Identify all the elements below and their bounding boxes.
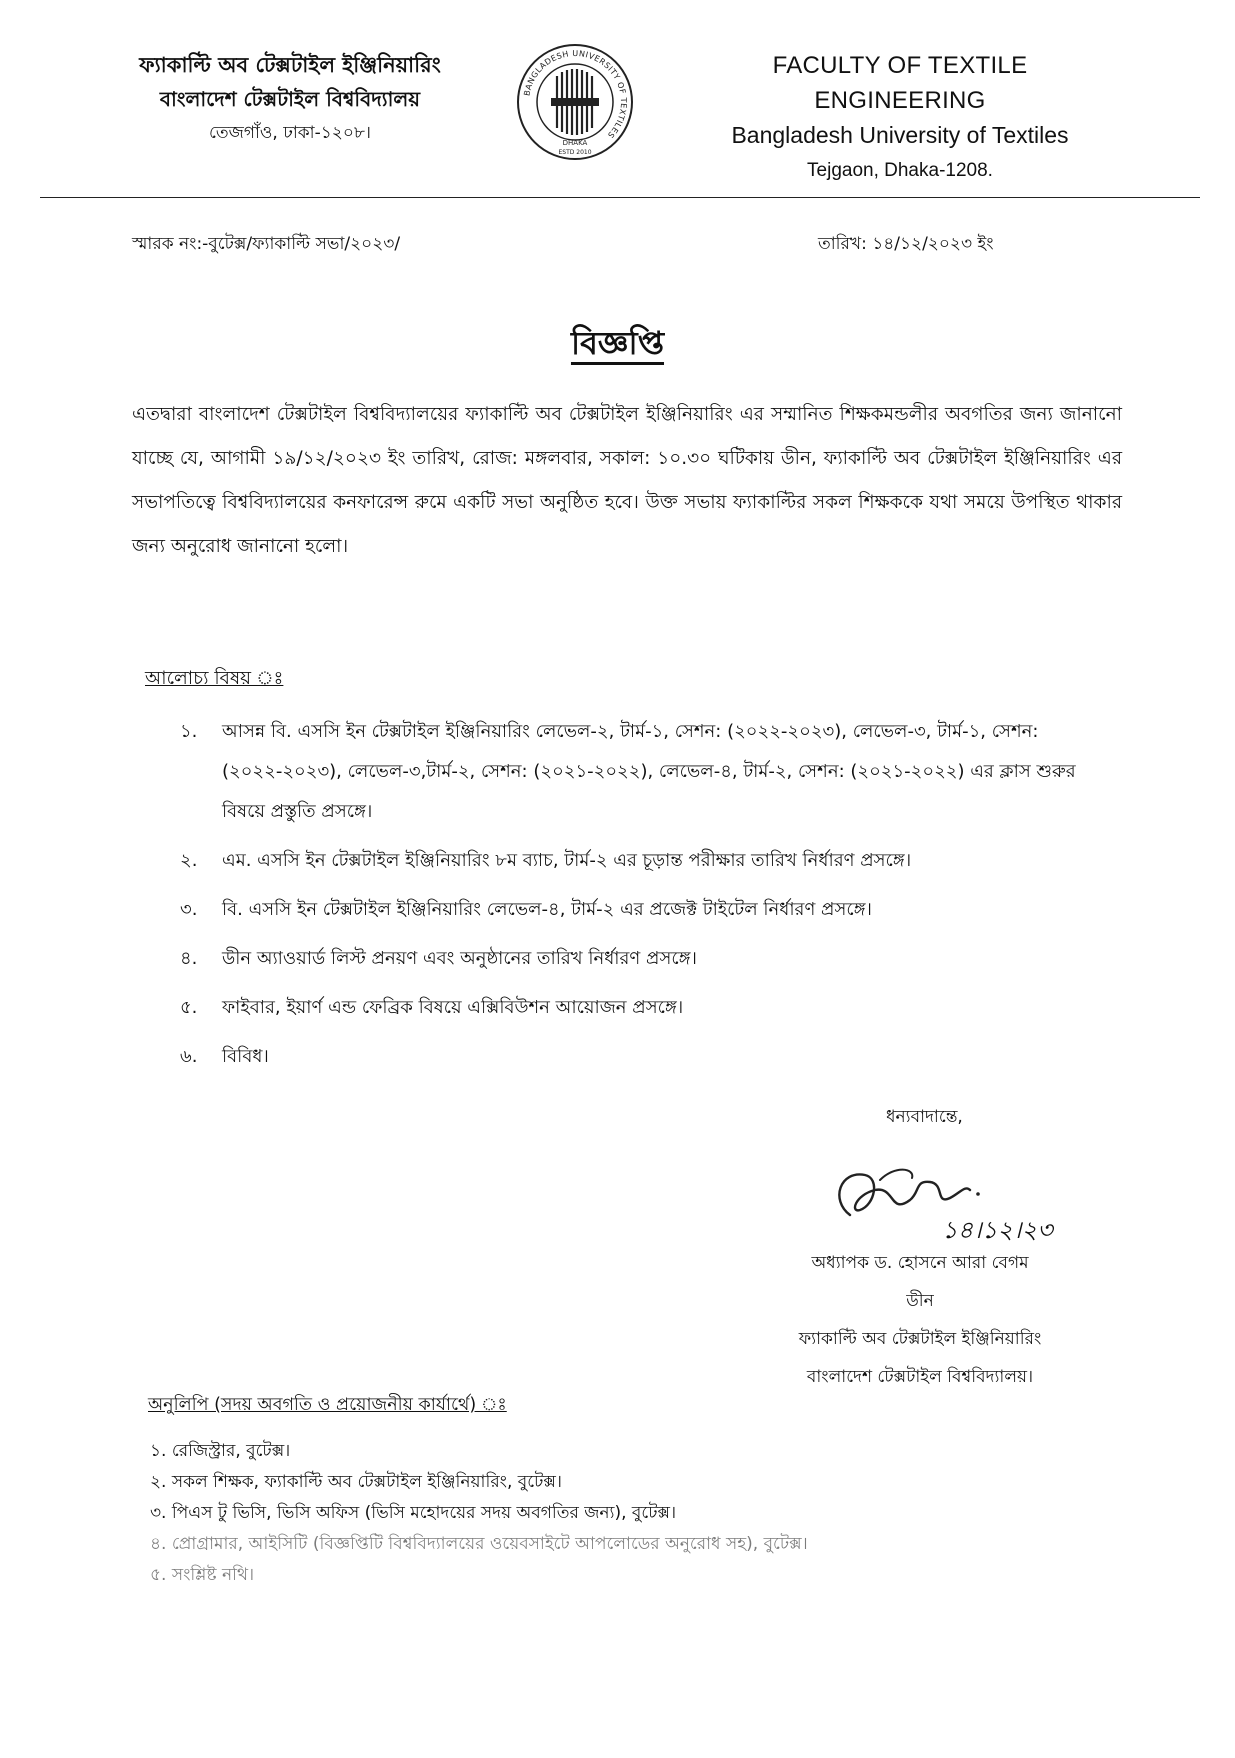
list-item: ৫. সংশ্লিষ্ট নথি। xyxy=(150,1565,255,1585)
university-name-bangla: বাংলাদেশ টেক্সটাইল বিশ্ববিদ্যালয় xyxy=(159,87,421,111)
signatory-university: বাংলাদেশ টেক্সটাইল বিশ্ববিদ্যালয়। xyxy=(806,1367,1034,1387)
faculty-name-english: FACULTY OF TEXTILE ENGINEERING xyxy=(772,52,1028,114)
agenda-text: ডীন অ্যাওয়ার্ড লিস্ট প্রনয়ণ এবং অনুষ্ঠানের তারিখ নির্ধারণ প্রসঙ্গে। xyxy=(222,948,697,969)
faculty-name-bangla: ফ্যাকাল্টি অব টেক্সটাইল ইঞ্জিনিয়ারিং xyxy=(139,53,441,77)
seal-city: DHAKA xyxy=(562,139,588,147)
signatory-designation: ডীন xyxy=(906,1291,934,1311)
seal-year: ESTD 2010 xyxy=(558,149,592,156)
header-divider xyxy=(40,197,1200,198)
agenda-number: ৫. xyxy=(180,997,198,1018)
agenda-number: ১. xyxy=(180,721,198,742)
notice-body: এতদ্বারা বাংলাদেশ টেক্সটাইল বিশ্ববিদ্যালয়ের ফ্যাকাল্টি অব টেক্সটাইল ইঞ্জিনিয়ারিং এর সম্মানিত শিক্ষকমন্ডলীর অবগতির জন্য জানানো যাচ্ছে যে, আগামী ১৯/১২/২০২৩ ইং তারিখ, রোজ: মঙ্গলবার, সকাল: ১০.৩০ ঘটিকায় ডীন, ফ্যাকাল্টি অব টেক্সটাইল ইঞ্জিনিয়ারিং এর সভাপতিত্বে বিশ্ববিদ্যালয়ের কনফারেন্স রুমে একটি সভা অনুষ্ঠিত হবে। উক্ত সভায় ফ্যাকাল্টির সকল শিক্ষককে যথা সময়ে উপস্থিত থাকার জন্য অনুরোধ জানানো হলো। xyxy=(132,404,1122,557)
agenda-text: ফাইবার, ইয়ার্ণ এন্ড ফেব্রিক বিষয়ে এক্সিবিউশন আয়োজন প্রসঙ্গে। xyxy=(222,997,684,1018)
closing-text: ধন্যবাদান্তে, xyxy=(886,1107,963,1127)
signatory-name: অধ্যাপক ড. হোসনে আরা বেগম xyxy=(811,1253,1029,1273)
copies-list xyxy=(150,1436,808,1591)
address-english: Tejgaon, Dhaka-1208. xyxy=(807,160,993,181)
list-item xyxy=(180,712,1100,832)
signature-date: ১৪।১২।২৩ xyxy=(942,1216,1053,1244)
header-english xyxy=(690,48,1110,188)
list-item: ২. সকল শিক্ষক, ফ্যাকাল্টি অব টেক্সটাইল ইঞ্জিনিয়ারিং, বুটেক্স। xyxy=(150,1472,562,1492)
notice-title xyxy=(0,318,1235,372)
seal-ring-text: BANGLADESH UNIVERSITY OF TEXTILES xyxy=(522,48,629,140)
agenda-text: বি. এসসি ইন টেক্সটাইল ইঞ্জিনিয়ারিং লেভেল-৪, টার্ম-২ এর প্রজেক্ট টাইটেল নির্ধারণ প্রসঙ্গে। xyxy=(222,899,872,920)
notice-date: তারিখ: ১৪/১২/২০২৩ ইং xyxy=(818,234,994,254)
list-item: ৪. প্রোগ্রামার, আইসিটি (বিজ্ঞপ্তিটি বিশ্ববিদ্যালয়ের ওয়েবসাইটে আপলোডের অনুরোধ সহ), বুটেক্স। xyxy=(150,1534,808,1554)
memo-number: স্মারক নং:-বুটেক্স/ফ্যাকাল্টি সভা/২০২৩/ xyxy=(132,234,401,254)
university-seal-icon xyxy=(515,42,635,162)
agenda-number: ৬. xyxy=(180,1046,198,1067)
agenda-number: ৩. xyxy=(180,899,198,920)
signatory-faculty: ফ্যাকাল্টি অব টেক্সটাইল ইঞ্জিনিয়ারিং xyxy=(798,1329,1042,1349)
list-item xyxy=(180,1037,1100,1077)
list-item xyxy=(180,988,1100,1028)
agenda-number: ৪. xyxy=(180,948,198,969)
list-item xyxy=(180,890,1100,930)
header-bangla xyxy=(100,48,480,150)
agenda-text: বিবিধ। xyxy=(222,1046,269,1067)
agenda-text: এম. এসসি ইন টেক্সটাইল ইঞ্জিনিয়ারিং ৮ম ব্যাচ, টার্ম-২ এর চূড়ান্ত পরীক্ষার তারিখ নির্ধারণ প্রসঙ্গে। xyxy=(222,850,912,871)
notice-title-text: বিজ্ঞপ্তি xyxy=(570,324,665,362)
agenda-number: ২. xyxy=(180,850,198,871)
agenda-heading: আলোচ্য বিষয় ঃ xyxy=(145,668,284,689)
agenda-text: আসন্ন বি. এসসি ইন টেক্সটাইল ইঞ্জিনিয়ারিং লেভেল-২, টার্ম-১, সেশন: (২০২২-২০২৩), লেভেল-৩, টার্ম-১, সেশন: (২০২২-২০২৩), লেভেল-৩,টার্ম-২, সেশন: (২০২১-২০২২), লেভেল-৪, টার্ম-২, সেশন: (২০২১-২০২২) এর ক্লাস শুরুর বিষয়ে প্রস্তুতি প্রসঙ্গে। xyxy=(222,721,1076,822)
university-name-english: Bangladesh University of Textiles xyxy=(731,122,1069,148)
list-item: ৩. পিএস টু ভিসি, ভিসি অফিস (ভিসি মহোদয়ের সদয় অবগতির জন্য), বুটেক্স। xyxy=(150,1503,677,1523)
list-item xyxy=(180,841,1100,881)
signatory-block xyxy=(740,1244,1100,1396)
list-item xyxy=(180,939,1100,979)
copies-heading: অনুলিপি (সদয় অবগতি ও প্রয়োজনীয় কার্যার্থে) ঃ xyxy=(148,1395,507,1415)
list-item: ১. রেজিস্ট্রার, বুটেক্স। xyxy=(150,1441,291,1461)
address-bangla: তেজগাঁও, ঢাকা-১২০৮। xyxy=(208,123,371,143)
agenda-list xyxy=(180,712,1100,1077)
